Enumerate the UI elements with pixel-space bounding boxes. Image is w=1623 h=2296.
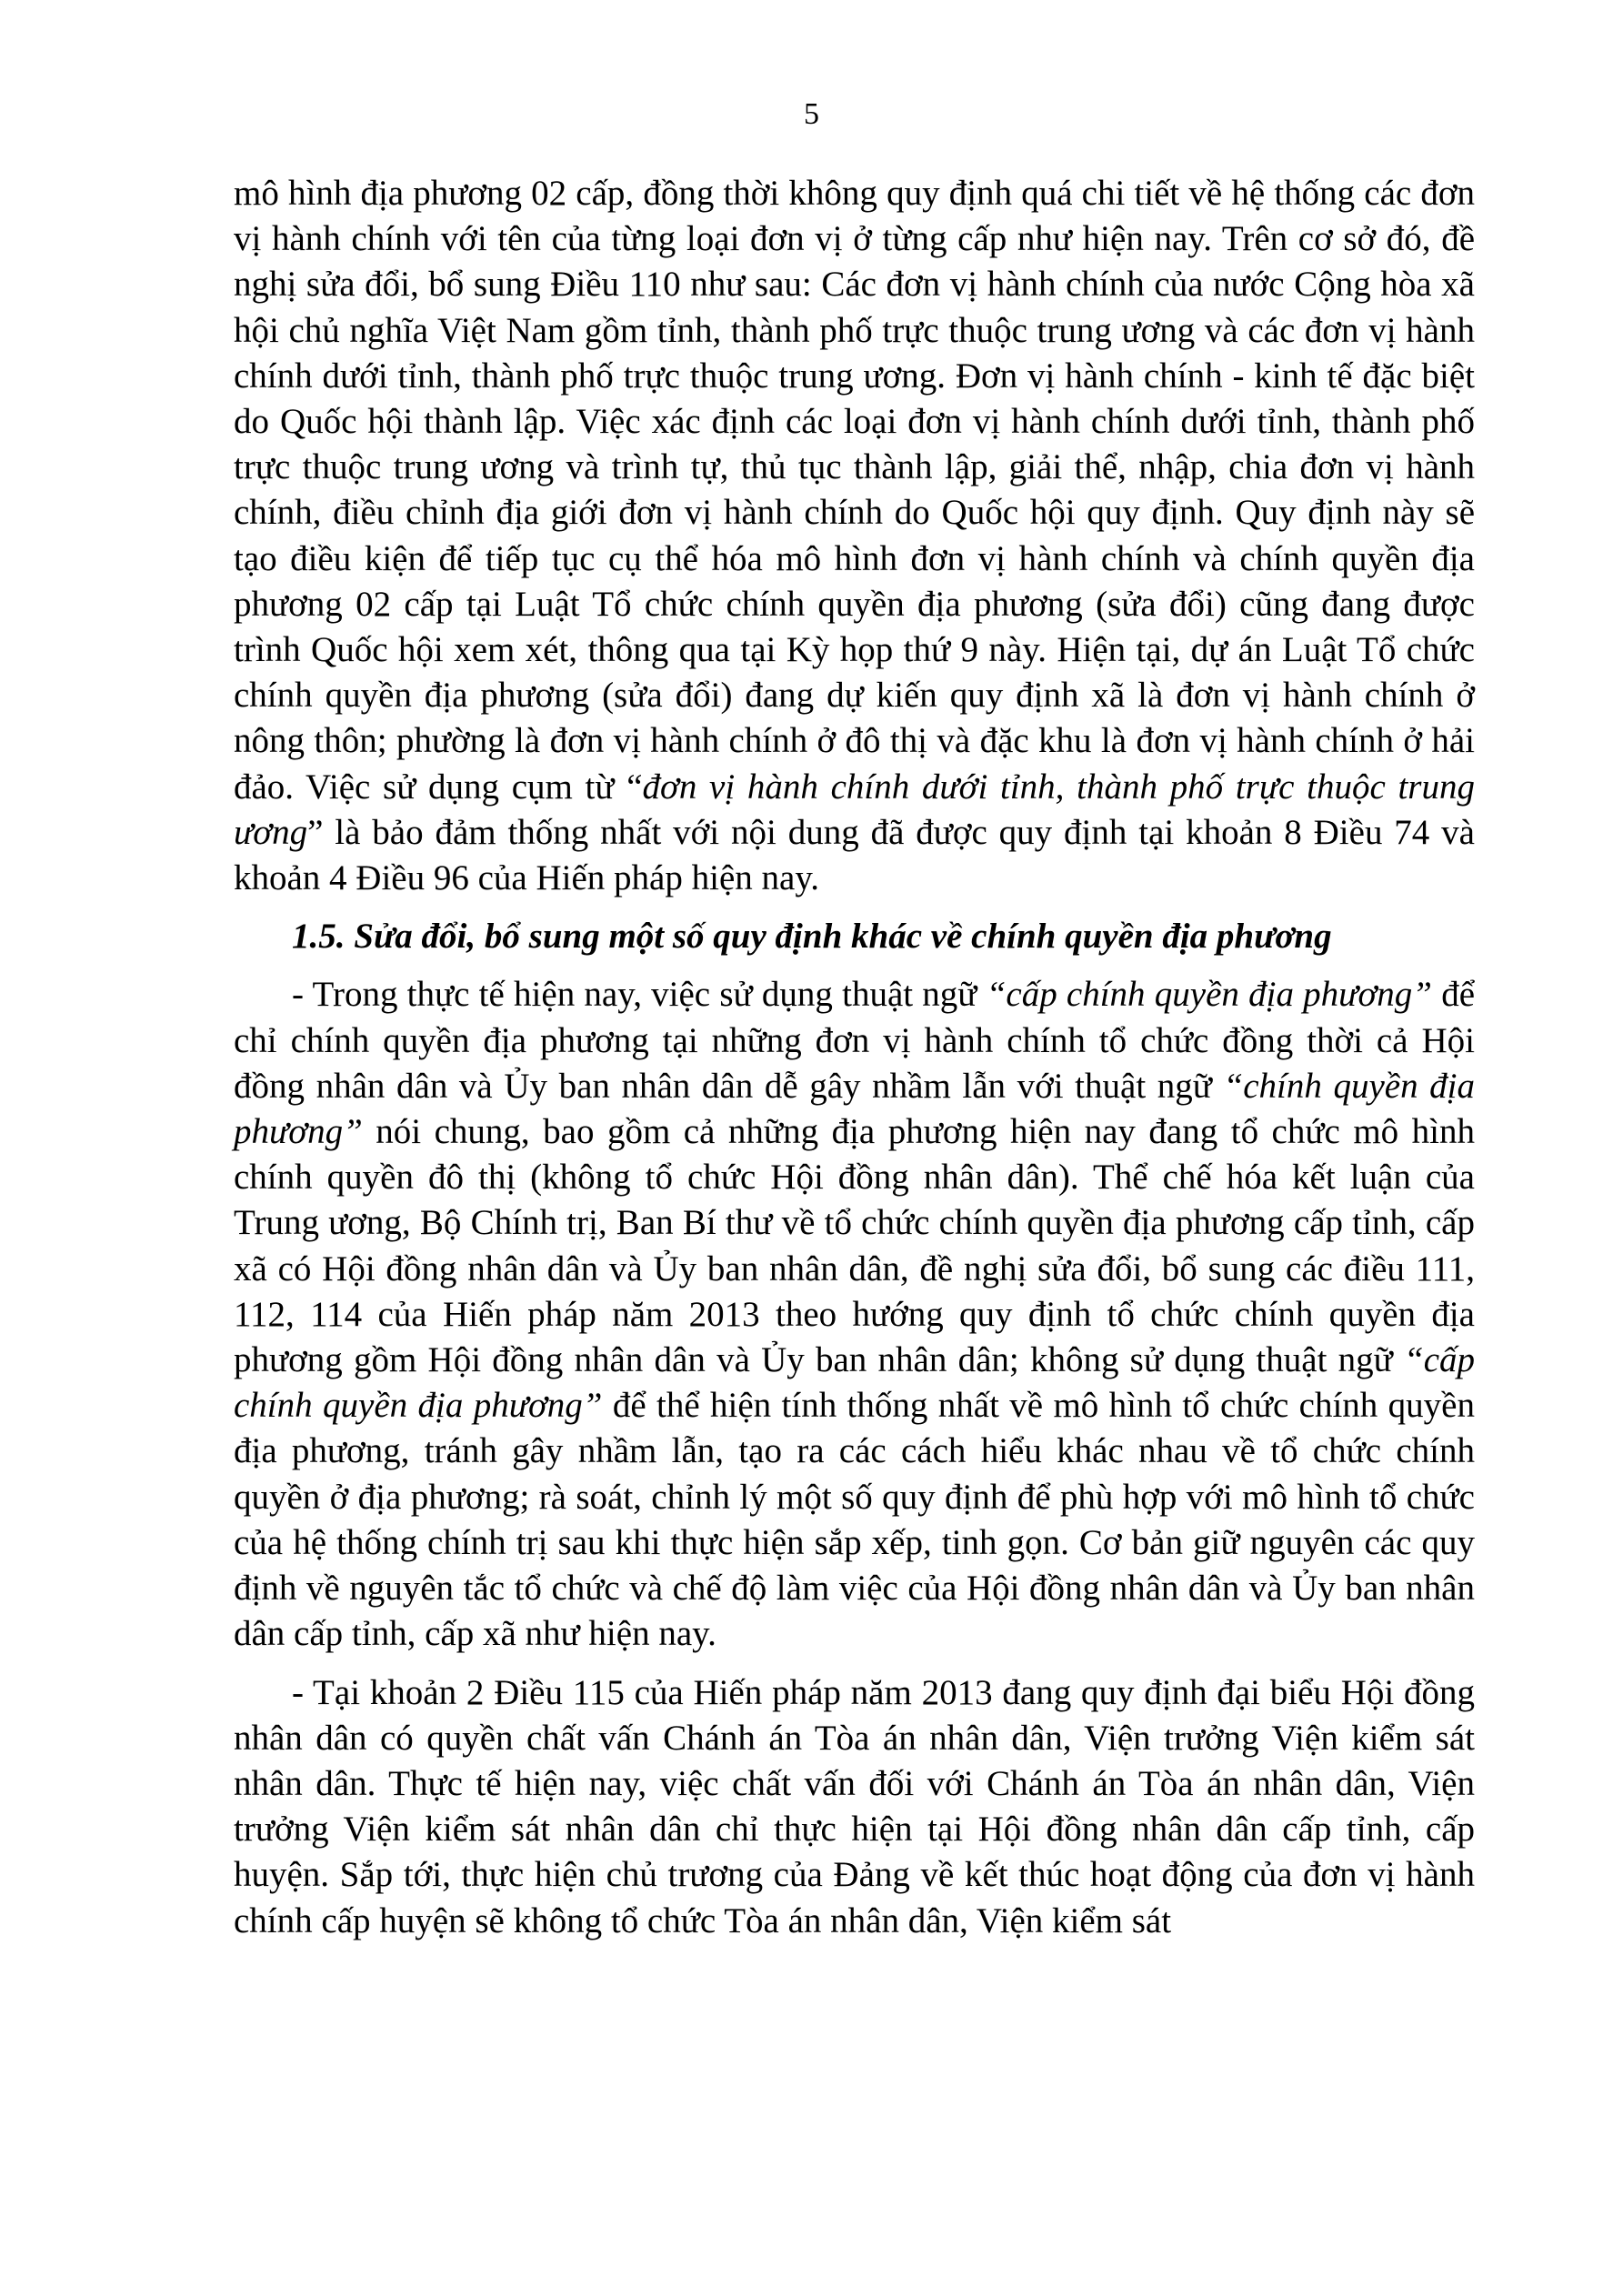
paragraph-text: để chỉ chính quyền địa phương tại những đơn vị hành chính tổ chức đồng thời cả Hội đồng nhân dân và Ủy ban nhân dân dễ gây nhầm lẫn với thuật ngữ bbox=[234, 975, 1476, 1106]
paragraph-article-115: - Tại khoản 2 Điều 115 của Hiến pháp năm 2013 đang quy định đại biểu Hội đồng nhân dân có quyền chất vấn Chánh án Tòa án nhân dân, Viện trưởng Viện kiểm sát nhân dân. Thực tế hiện nay, việc chất vấn đối với Chánh án Tòa án nhân dân, Viện trưởng Viện kiểm sát nhân dân chỉ thực hiện tại Hội đồng nhân dân cấp tỉnh, cấp huyện. Sắp tới, thực hiện chủ trương của Đảng về kết thúc hoạt động của đơn vị hành chính cấp huyện sẽ không tổ chức Tòa án nhân dân, Viện kiểm sát bbox=[234, 1672, 1475, 1940]
italic-term: “cấp chính quyền địa phương” bbox=[234, 1340, 1475, 1426]
paragraph-text: nói chung, bao gồm cả những địa phương hiện nay đang tổ chức mô hình chính quyền đô thị (không tổ chức Hội đồng nhân dân). Thể chế hóa kết luận của Trung ương, Bộ Chính trị, Ban Bí thư về tổ chức chính quyền địa phương cấp tỉnh, cấp xã có Hội đồng nhân dân và Ủy ban nhân dân, đề nghị sửa đổi, bổ sung các điều 111, 112, 114 của Hiến pháp năm 2013 theo hướng quy định tổ chức chính quyền địa phương gồm Hội đồng nhân dân và Ủy ban nhân dân; không sử dụng thuật ngữ bbox=[234, 1112, 1475, 1380]
paragraph-text: ” là bảo đảm thống nhất với nội dung đã được quy định tại khoản 8 Điều 74 và khoản 4 Điều 96 của Hiến pháp hiện nay. bbox=[234, 812, 1475, 898]
section-heading-1-5: 1.5. Sửa đổi, bổ sung một số quy định khác về chính quyền địa phương bbox=[292, 917, 1332, 957]
italic-phrase: đơn vị hành chính dưới tỉnh, thành phố trực thuộc trung ương bbox=[234, 767, 1475, 852]
italic-term: “cấp chính quyền địa phương” bbox=[986, 975, 1432, 1015]
page-number: 5 bbox=[804, 97, 819, 131]
paragraph-local-government-term bbox=[234, 972, 1475, 1657]
document-body bbox=[234, 171, 1475, 1944]
paragraph-text: để thể hiện tính thống nhất về mô hình tổ chức chính quyền địa phương, tránh gây nhầm lẫn, tạo ra các cách hiểu khác nhau về tổ chức chính quyền ở địa phương; rà soát, chỉnh lý một số quy định để phù hợp với mô hình tổ chức của hệ thống chính trị sau khi thực hiện sắp xếp, tinh gọn. Cơ bản giữ nguyên các quy định về nguyên tắc tổ chức và chế độ làm việc của Hội đồng nhân dân và Ủy ban nhân dân cấp tỉnh, cấp xã như hiện nay. bbox=[234, 1386, 1475, 1654]
italic-term: “chính quyền địa phương” bbox=[234, 1066, 1476, 1152]
paragraph-text: - Trong thực tế hiện nay, việc sử dụng thuật ngữ bbox=[292, 975, 987, 1015]
paragraph-text: mô hình địa phương 02 cấp, đồng thời không quy định quá chi tiết về hệ thống các đơn vị hành chính với tên của từng loại đơn vị ở từng cấp như hiện nay. Trên cơ sở đó, đề nghị sửa đổi, bổ sung Điều 110 như sau: Các đơn vị hành chính của nước Cộng hòa xã hội chủ nghĩa Việt Nam gồm tỉnh, thành phố trực thuộc trung ương và các đơn vị hành chính dưới tỉnh, thành phố trực thuộc trung ương. Đơn vị hành chính - kinh tế đặc biệt do Quốc hội thành lập. Việc xác định các loại đơn vị hành chính dưới tỉnh, thành phố trực thuộc trung ương và trình tự, thủ tục thành lập, giải thể, nhập, chia đơn vị hành chính, điều chỉnh địa giới đơn vị hành chính do Quốc hội quy định. Quy định này sẽ tạo điều kiện để tiếp tục cụ thể hóa mô hình đơn vị hành chính và chính quyền địa phương 02 cấp tại Luật Tổ chức chính quyền địa phương (sửa đổi) cũng đang được trình Quốc hội xem xét, thông qua tại Kỳ họp thứ 9 này. Hiện tại, dự án Luật Tổ chức chính quyền địa phương (sửa đổi) đang dự kiến quy định xã là đơn vị hành chính ở nông thôn; phường là đơn vị hành chính ở đô thị và đặc khu là đơn vị hành chính ở hải đảo. Việc sử dụng cụm từ “ bbox=[234, 174, 1475, 807]
paragraph-article-110 bbox=[234, 171, 1475, 901]
